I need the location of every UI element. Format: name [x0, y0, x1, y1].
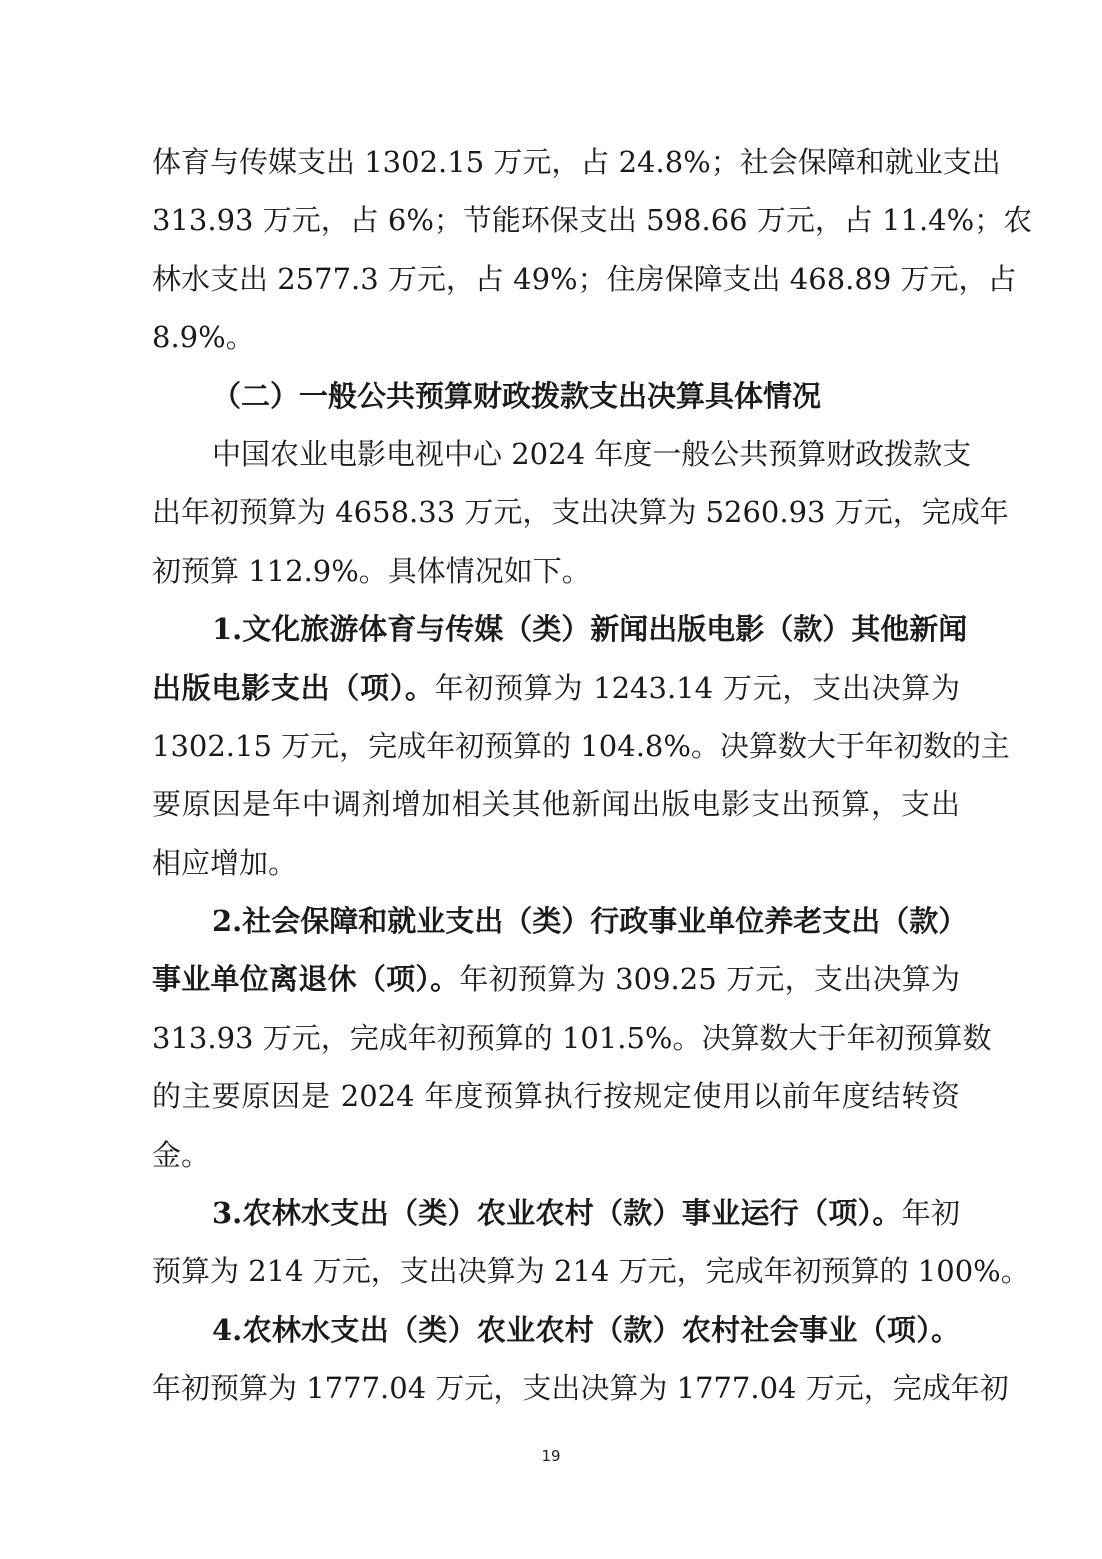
text-line: 预算为 214 万元，支出决算为 214 万元，完成年初预算的 100%。: [152, 1254, 1030, 1289]
text-line: 1302.15 万元，完成年初预算的 104.8%。决算数大于年初数的主: [152, 728, 1010, 763]
text-line: 相应增加。: [152, 845, 298, 880]
text-line: 要原因是年中调剂增加相关其他新闻出版电影支出预算，支出: [152, 787, 960, 822]
item-heading: 3.农林水支出（类）农业农村（款）事业运行（项）。: [212, 1196, 902, 1231]
text-run: 年初: [901, 1196, 960, 1231]
item-heading: 4.农林水支出（类）农业农村（款）农村社会事业（项）。: [212, 1312, 960, 1347]
item-heading: 1.文化旅游体育与传媒（类）新闻出版电影（款）其他新闻: [212, 612, 968, 647]
document-body: [152, 133, 1033, 1418]
item-heading-end: 事业单位离退休（项）。: [152, 962, 460, 997]
text-line: 体育与传媒支出 1302.15 万元，占 24.8%；社会保障和就业支出: [152, 145, 1001, 179]
text-line: 313.93 万元，占 6%；节能环保支出 598.66 万元，占 11.4%；农: [152, 203, 1033, 238]
item-heading: 2.社会保障和就业支出（类）行政事业单位养老支出（款）: [212, 904, 968, 939]
text-line: 金。: [152, 1137, 211, 1172]
text-line: 林水支出 2577.3 万元，占 49%；住房保障支出 468.89 万元，占: [152, 261, 1017, 296]
text-line: [152, 950, 960, 1008]
text-run: 年初预算为 1243.14 万元，支出决算为: [434, 670, 960, 705]
page-number: 19: [541, 1447, 561, 1465]
section-heading: （二）一般公共预算财政拨款支出决算具体情况: [212, 378, 822, 413]
text-line: [152, 1184, 960, 1242]
text-run: 年初预算为 309.25 万元，支出决算为: [459, 962, 960, 997]
text-line: 8.9%。: [152, 320, 255, 355]
text-line: 的主要原因是 2024 年度预算执行按规定使用以前年度结转资: [152, 1079, 960, 1114]
text-line: 年初预算为 1777.04 万元，支出决算为 1777.04 万元，完成年初: [152, 1371, 1009, 1406]
text-line: 初预算 112.9%。具体情况如下。: [152, 553, 591, 588]
item-heading-end: 出版电影支出（项）。: [152, 670, 435, 705]
text-line: 出年初预算为 4658.33 万元，支出决算为 5260.93 万元，完成年: [152, 495, 1009, 530]
text-line: 中国农业电影电视中心 2024 年度一般公共预算财政拨款支: [212, 436, 972, 471]
text-line: [152, 659, 960, 717]
text-line: 313.93 万元，完成年初预算的 101.5%。决算数大于年初预算数: [152, 1020, 992, 1055]
